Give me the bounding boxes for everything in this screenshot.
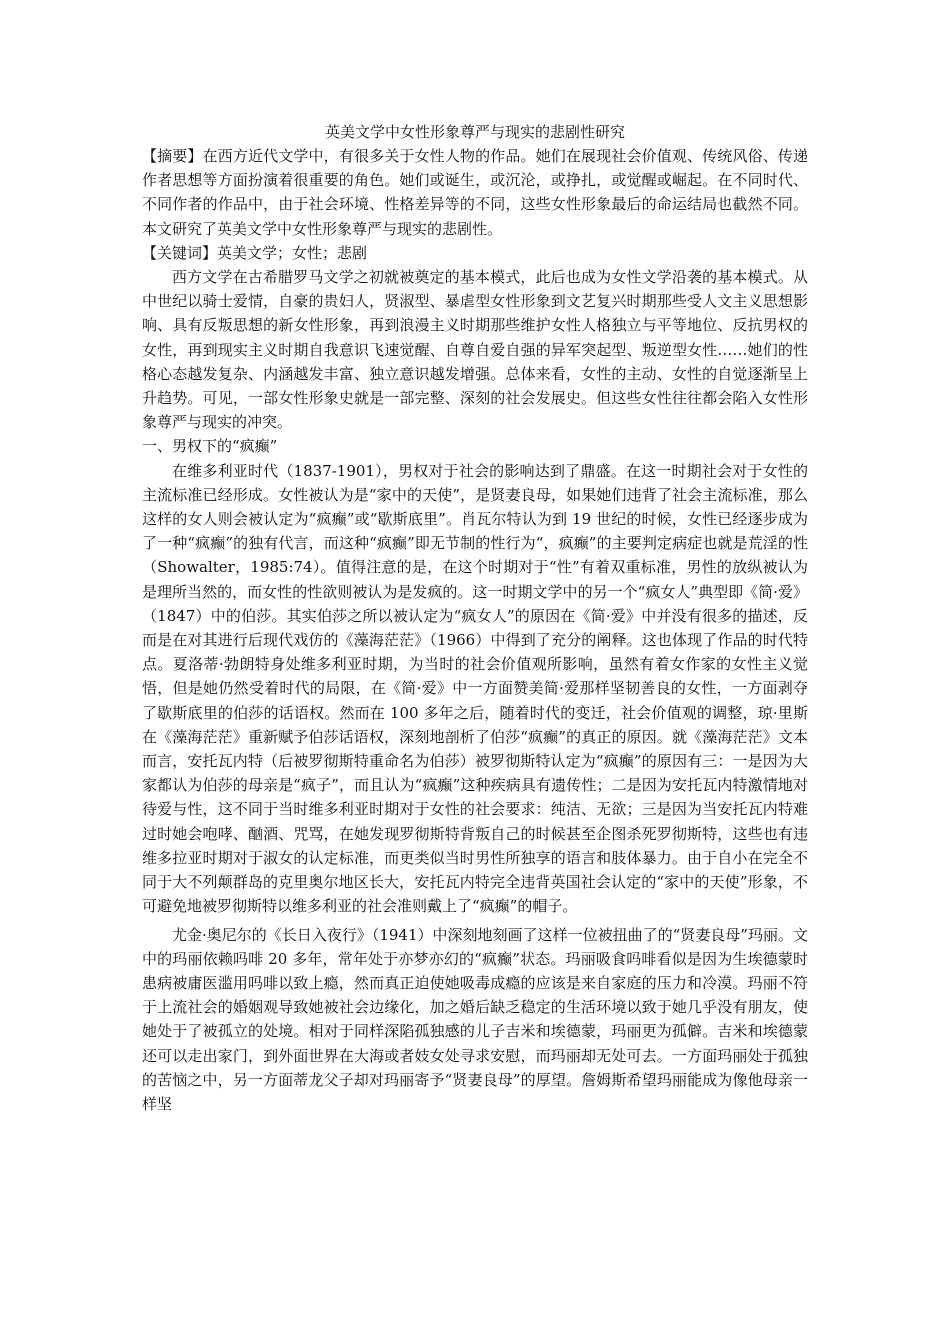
intro-paragraph: 西方文学在古希腊罗马文学之初就被奠定的基本模式，此后也成为女性文学沿袭的基本模式。从中世纪以骑士爱情，自豪的贵妇人，贤淑型、暴虐型女性形象到文艺复兴时期那些受人文主义思想影响、具有反叛思想的新女性形象，再到浪漫主义时期那些维护女性人格独立与平等地位、反抗男权的女性，再到现实主义时期自我意识飞速觉醒、自尊自爱自强的异军突起型、叛逆型女性……她们的性格心态越发复杂、内涵越发丰富、独立意识越发增强。总体来看，女性的主动、女性的自觉逐渐呈上升趋势。可见，一部女性形象史就是一部完整、深刻的社会发展史。但这些女性往往都会陷入女性形象尊严与现实的冲突。 xyxy=(142,268,808,432)
section-heading: 一、男权下的“疯癫” xyxy=(142,437,278,456)
keywords: 【关键词】英美文学；女性；悲剧 xyxy=(142,243,368,262)
document-title: 英美文学中女性形象尊严与现实的悲剧性研究 xyxy=(324,123,625,141)
abstract: 【摘要】在西方近代文学中，有很多关于女性人物的作品。她们在展现社会价值观、传统风俗、传递作者思想等方面扮演着很重要的角色。她们或诞生，或沉沦，或挣扎，或觉醒或崛起。在不同时代、不同作者的作品中，由于社会环境、性格差异等的不同，这些女性形象最后的命运结局也截然不同。本文研究了英美文学中女性形象尊严与现实的悲剧性。 xyxy=(142,147,808,238)
document-page xyxy=(142,120,808,1116)
body-paragraph: 尤金·奥尼尔的《长日入夜行》（1941）中深刻地刻画了这样一位被扭曲了的“贤妻良母”玛丽。文中的玛丽依赖吗啡 20 多年，常年处于亦梦亦幻的“疯癫”状态。玛丽吸食吗啡看似是因为生埃德蒙时患病被庸医滥用吗啡以致上瘾，然而真正迫使她吸毒成瘾的应该是来自家庭的压力和冷漠。玛丽不符于上流社会的婚姻观导致她被社会边缘化，加之婚后缺乏稳定的生活环境以致于她几乎没有朋友，使她处于了被孤立的处境。相对于同样深陷孤独感的儿子吉米和埃德蒙，玛丽更为孤僻。吉米和埃德蒙还可以走出家门，到外面世界在大海或者妓女处寻求安慰，而玛丽却无处可去。一方面玛丽处于孤独的苦恼之中，另一方面蒂龙父子却对玛丽寄予“贤妻良母”的厚望。詹姆斯希望玛丽能成为像他母亲一样坚 xyxy=(142,925,808,1113)
body-paragraph: 在维多利亚时代（1837-1901），男权对于社会的影响达到了鼎盛。在这一时期社会对于女性的主流标准已经形成。女性被认为是“家中的天使”，是贤妻良母，如果她们违背了社会主流标准，那么这样的女人则会被认定为“疯癫”或“歇斯底里”。肖瓦尔特认为到 19 世纪的时候，女性已经逐步成为了一种“疯癫”的独有代言，而这种“疯癫”即无节制的性行为“，疯癫”的主要判定病症也就是荒淫的性（Showalter，1985:74）。值得注意的是，在这个时期对于“性”有着双重标准，男性的放纵被认为是理所当然的，而女性的性欲则被认为是发疯的。这一时期文学中的另一个“疯女人”典型即《简·爱》（1847）中的伯莎。其实伯莎之所以被认定为“疯女人”的原因在《简·爱》中并没有很多的描述，反而是在对其进行后现代戏仿的《藻海茫茫》（1966）中得到了充分的阐释。这也体现了作品的时代特点。夏洛蒂·勃朗特身处维多利亚时期，为当时的社会价值观所影响，虽然有着女作家的女性主义觉悟，但是她仍然受着时代的局限，在《简·爱》中一方面赞美简·爱那样坚韧善良的女性，一方面剥夺了歇斯底里的伯莎的话语权。然而在 100 多年之后，随着时代的变迁，社会价值观的调整，琼·里斯在《藻海茫茫》重新赋予伯莎话语权，深刻地剖析了伯莎“疯癫”的真正的原因。就《藻海茫茫》文本而言，安托瓦内特（后被罗彻斯特重命名为伯莎）被罗彻斯特认定为“疯癫”的原因有三：一是因为大家都认为伯莎的母亲是“疯子”，而且认为“疯癫”这种疾病具有遗传性；二是因为安托瓦内特激情地对待爱与性，这不同于当时维多利亚时期对于女性的社会要求：纯洁、无欲；三是因为当安托瓦内特难过时她会咆哮、酗酒、咒骂，在她发现罗彻斯特背叛自己的时候甚至企图杀死罗彻斯特，这些也有违维多拉亚时期对于淑女的认定标准，而更类似当时男性所独享的语言和肢体暴力。由于自小在完全不同于大不列颠群岛的克里奥尔地区长大，安托瓦内特完全违背英国社会认定的“家中的天使”形象，不可避免地被罗彻斯特以维多利亚的社会准则戴上了“疯癫”的帽子。 xyxy=(142,461,808,916)
